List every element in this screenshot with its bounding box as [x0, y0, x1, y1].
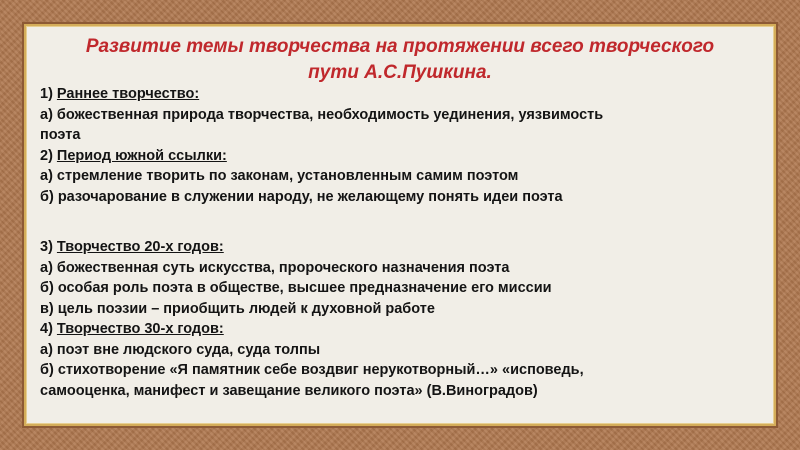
section-3-number: 3) — [40, 239, 57, 255]
section-2-number: 2) — [40, 147, 57, 164]
section-4-number: 4) — [40, 321, 57, 337]
section-3-item-a: а) божественная суть искусства, пророческого назначения поэта — [40, 259, 510, 276]
section-1-title: Раннее творчество: — [56, 86, 200, 102]
section-2-item-a: а) стремление творить по законам, установленным самим поэтом — [40, 168, 519, 184]
section-3-heading — [40, 237, 760, 258]
section-1-item-a-line-1: а) божественная природа творчества, необходимость уединения, уязвимость — [40, 106, 604, 123]
section-1-item-a-line-2: поэта — [40, 127, 81, 143]
section-4-heading — [40, 319, 760, 340]
section-2-heading — [40, 146, 760, 167]
section-1-heading — [40, 84, 760, 105]
section-3-title: Творчество 20-х годов: — [56, 239, 224, 255]
section-4-item-b-line-1: б) стихотворение «Я памятник себе воздвиг нерукотворный…» «исповедь, — [40, 362, 584, 378]
title-line-1: Развитие темы творчества на протяжении всего творческого — [85, 36, 715, 57]
slide-title — [40, 34, 760, 86]
title-line-2: пути А.С.Пушкина. — [308, 62, 492, 83]
section-4-item-a: а) поэт вне людского суда, суда толпы — [40, 341, 321, 358]
section-1-number: 1) — [40, 86, 57, 102]
section-4-title: Творчество 30-х годов: — [56, 321, 224, 337]
section-2-title: Период южной ссылки: — [56, 147, 227, 164]
section-3-item-b: б) особая роль поэта в обществе, высшее предназначение его миссии — [40, 280, 552, 296]
section-4-item-b-line-2: самооценка, манифест и завещание великого поэта» (В.Виноградов) — [40, 382, 538, 399]
section-3-item-c: в) цель поэзии – приобщить людей к духовной работе — [40, 300, 435, 317]
content-block-2 — [40, 237, 760, 401]
section-2-item-b: б) разочарование в служении народу, не желающему понять идеи поэта — [40, 188, 563, 205]
content-block-1 — [40, 84, 760, 207]
